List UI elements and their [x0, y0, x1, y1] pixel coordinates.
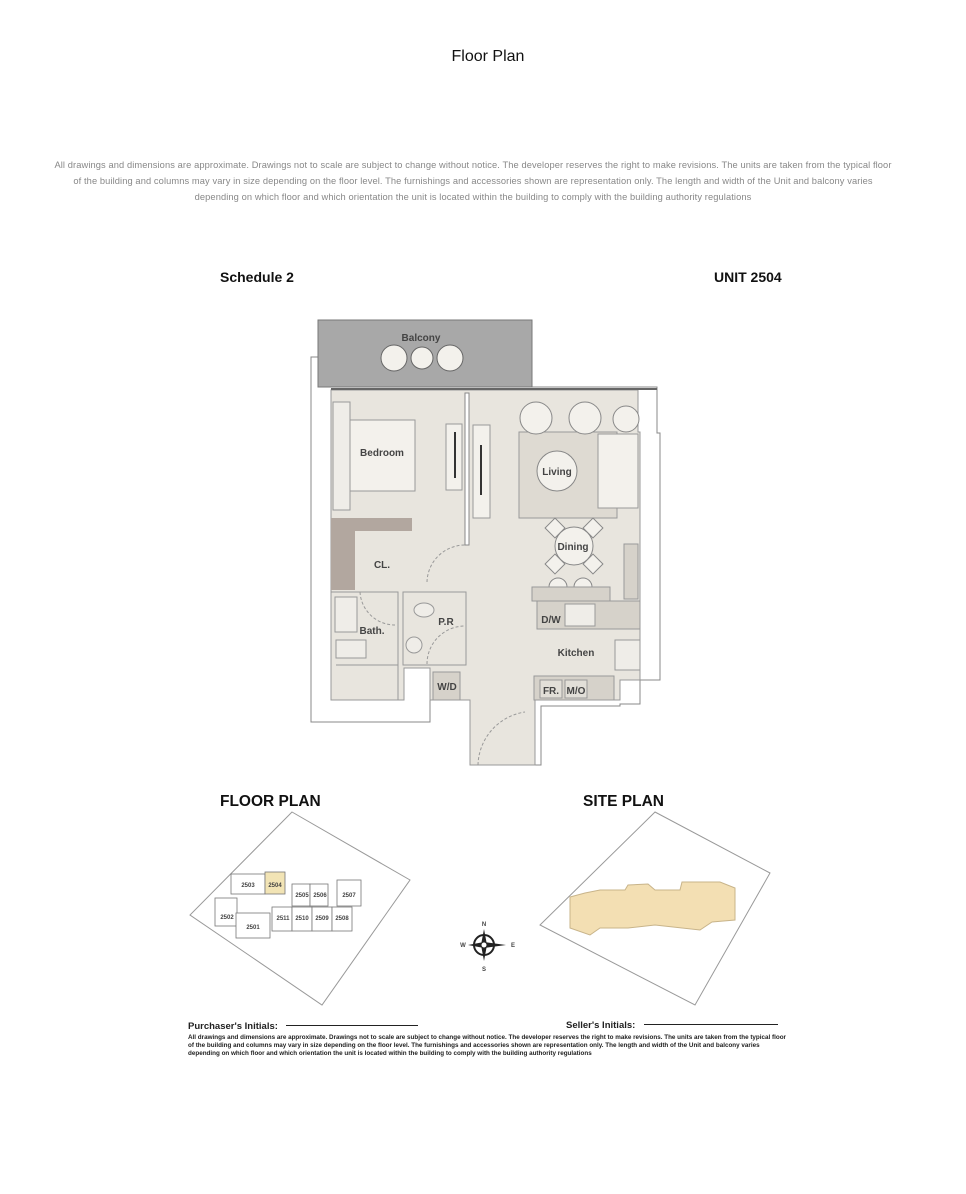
- site-building: [570, 882, 735, 935]
- site-plan-heading: SITE PLAN: [583, 793, 664, 810]
- purchaser-initials: [188, 1016, 418, 1034]
- unit-label: UNIT 2504: [714, 269, 782, 285]
- room-label-fridge: FR.: [542, 686, 560, 697]
- sofa: [598, 434, 638, 508]
- cooktop: [615, 640, 640, 670]
- floor-key-units: [215, 872, 361, 938]
- key-unit: 2501: [246, 925, 260, 931]
- room-label-dining: Dining: [557, 542, 589, 553]
- key-unit: 2511: [276, 916, 290, 922]
- disclaimer-bottom: All drawings and dimensions are approximate. Drawings not to scale are subject to change without notice. The developer reserves the right to make revisions. The units are taken from the typical floor of the building and columns may vary in size depending on the floor level. The furnishings and accessories shown are representation only. The length and width of the Unit and balcony varies depending on which floor and which orientation the unit is located within the building to comply with the building authority regulations: [188, 1034, 787, 1058]
- schedule-label: Schedule 2: [220, 269, 294, 285]
- key-unit: 2510: [295, 916, 309, 922]
- page-title: Floor Plan: [451, 48, 525, 65]
- key-unit: 2507: [342, 893, 356, 899]
- seller-initials-label: Seller's Initials:: [566, 1020, 636, 1031]
- headboard: [333, 402, 350, 510]
- key-unit: 2505: [295, 893, 309, 899]
- room-label-microwave: M/O: [566, 686, 586, 697]
- compass-n: N: [481, 922, 487, 928]
- powder-room: [403, 592, 466, 665]
- key-unit-highlighted: 2504: [268, 883, 282, 889]
- compass-w: W: [460, 943, 466, 949]
- room-label-powder-room: P.R: [438, 617, 454, 628]
- compass-icon: [460, 922, 515, 973]
- room-label-bedroom: Bedroom: [360, 448, 404, 459]
- seller-initials-line[interactable]: [644, 1023, 778, 1025]
- room-label-bath: Bath.: [359, 626, 385, 637]
- room-label-washer-dryer: W/D: [437, 682, 457, 693]
- key-unit: 2503: [241, 883, 255, 889]
- compass-s: S: [481, 967, 487, 973]
- key-unit: 2508: [335, 916, 349, 922]
- disclaimer-top: All drawings and dimensions are approximate. Drawings not to scale are subject to change without notice. The developer reserves the right to make revisions. The units are taken from the typical floor of the building and columns may vary in size depending on the floor level. The furnishings and accessories shown are representation only. The length and width of the Unit and balcony varies depending on which floor and which orientation the unit is located within the building to comply with the building authority regulations: [54, 160, 892, 202]
- room-label-living: Living: [542, 467, 572, 478]
- room-label-dishwasher: D/W: [541, 615, 561, 626]
- room-label-closet: CL.: [373, 560, 391, 571]
- living-chairs: [520, 402, 639, 434]
- key-unit: 2506: [313, 893, 327, 899]
- compass-e: E: [510, 943, 516, 949]
- purchaser-initials-line[interactable]: [286, 1024, 418, 1026]
- seller-initials: [566, 1015, 778, 1033]
- balcony-furniture: [381, 345, 463, 371]
- room-label-balcony: Balcony: [401, 333, 441, 344]
- key-unit: 2509: [315, 916, 329, 922]
- floor-plan-heading: FLOOR PLAN: [220, 793, 321, 810]
- room-label-kitchen: Kitchen: [557, 648, 595, 659]
- key-unit: 2502: [220, 915, 234, 921]
- kitchen-island: [532, 587, 610, 601]
- purchaser-initials-label: Purchaser's Initials:: [188, 1021, 278, 1032]
